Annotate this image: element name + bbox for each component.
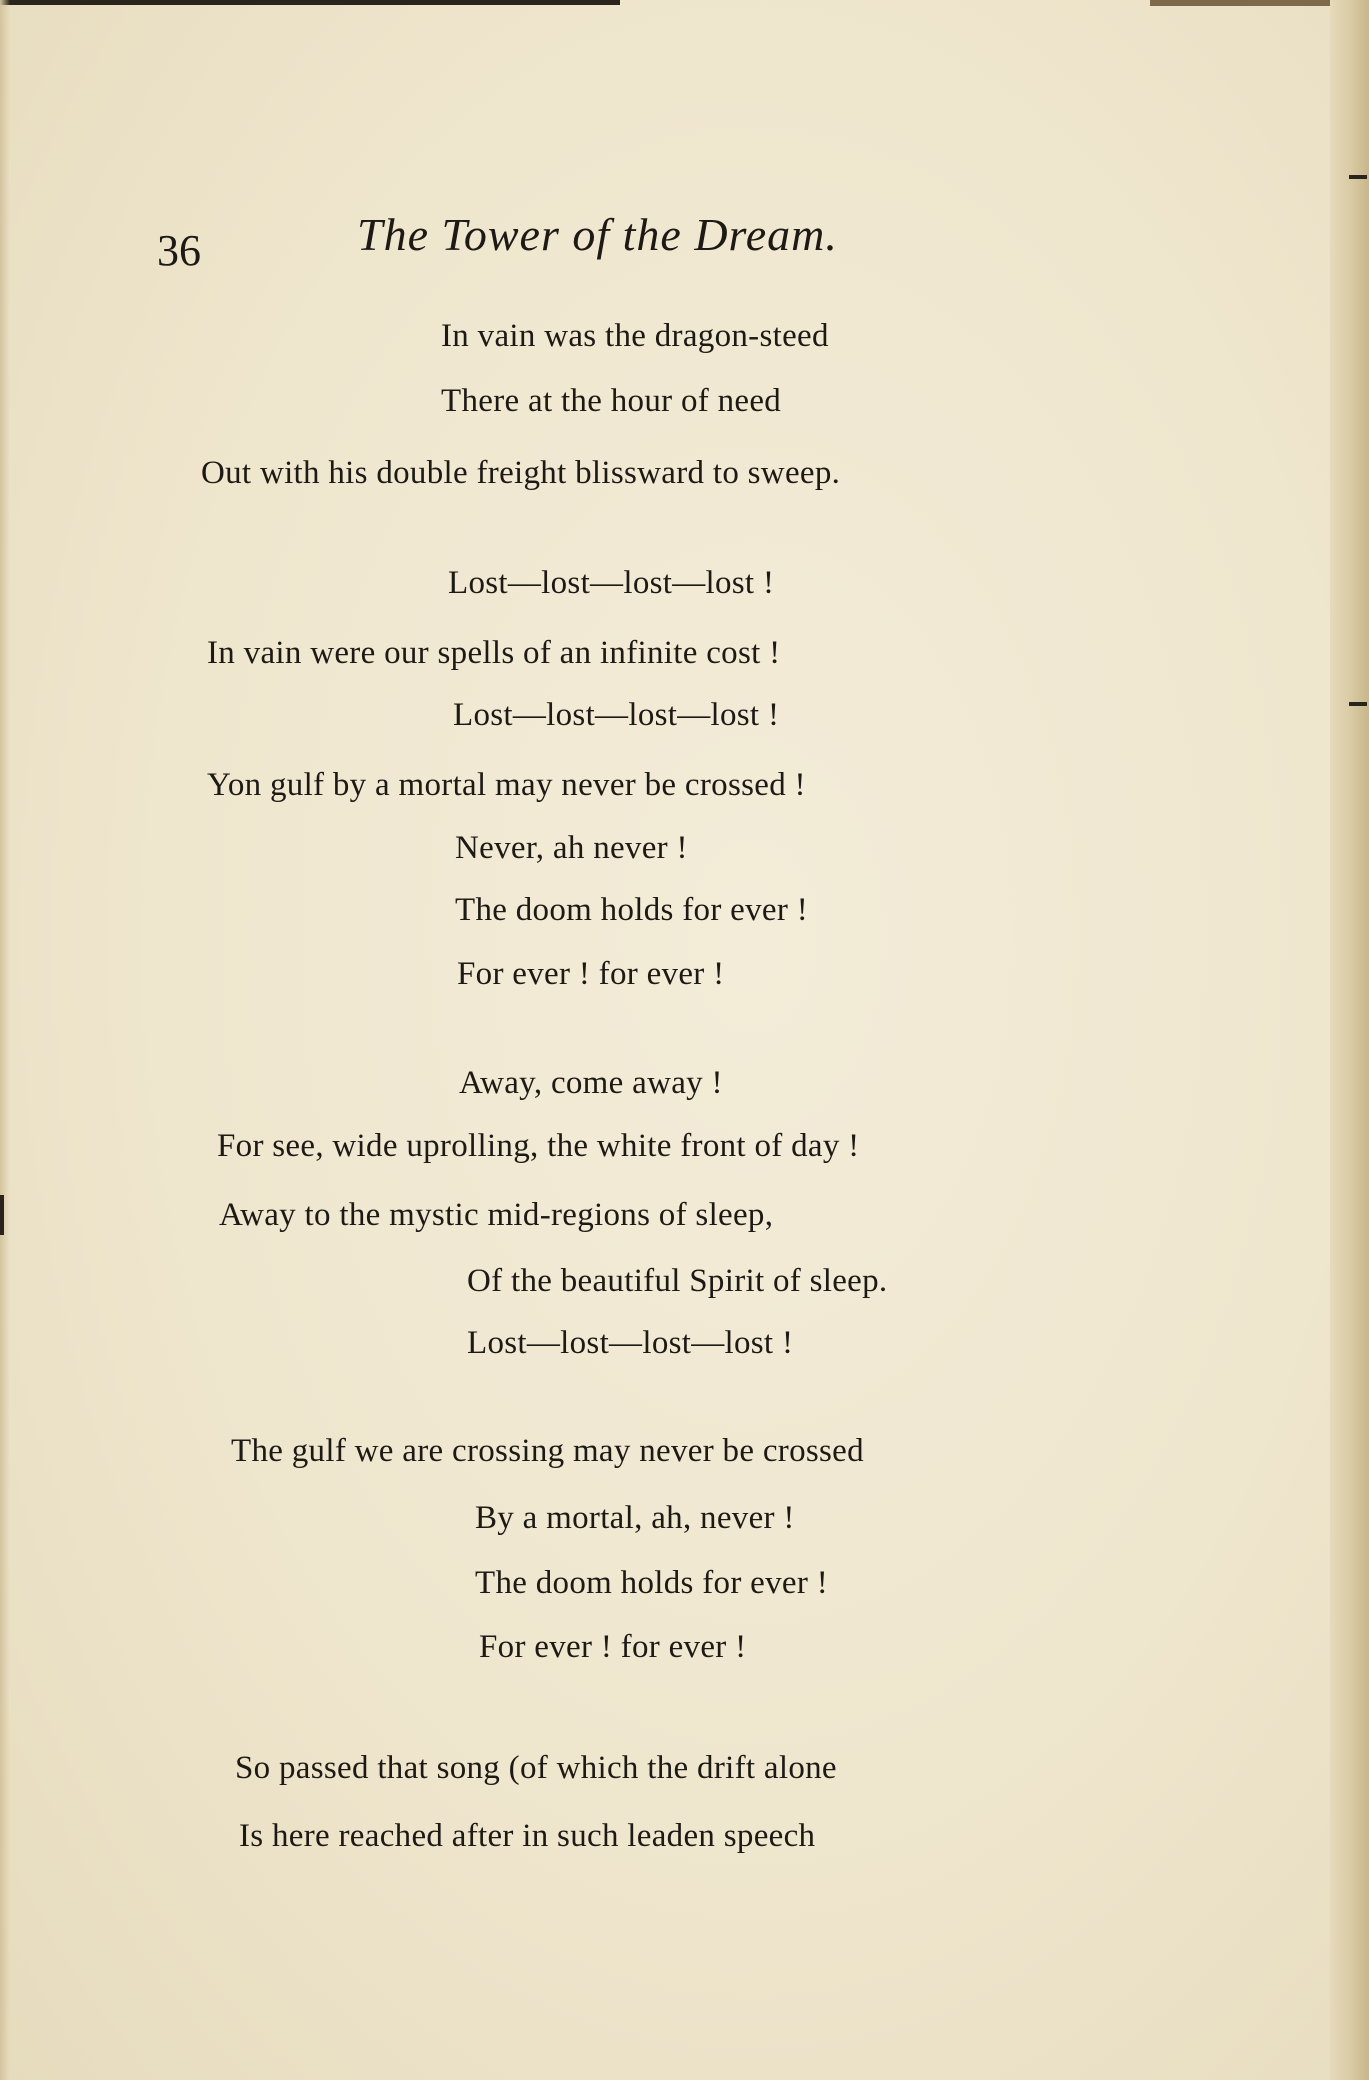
poem-line: Of the beautiful Spirit of sleep. [467, 1263, 888, 1299]
binding-mark [0, 1195, 4, 1235]
poem-line: Away, come away ! [459, 1065, 723, 1101]
page-right-edge [1330, 0, 1369, 2080]
poem-line: By a mortal, ah, never ! [475, 1500, 795, 1536]
poem-line: Never, ah never ! [455, 830, 688, 866]
poem-line: The doom holds for ever ! [475, 1565, 828, 1601]
page-top-edge [0, 0, 620, 5]
poem-line: The doom holds for ever ! [455, 892, 808, 928]
poem-line: In vain was the dragon-steed [441, 318, 829, 354]
poem-line: Lost—lost—lost—lost ! [453, 697, 780, 733]
poem-line: There at the hour of need [441, 383, 782, 419]
page-number: 36 [157, 226, 201, 275]
poem-line: So passed that song (of which the drift alone [235, 1750, 837, 1786]
poem-line: Out with his double freight blissward to sweep. [201, 455, 841, 491]
poem-line: For ever ! for ever ! [479, 1629, 747, 1665]
poem-line: In vain were our spells of an infinite cost ! [207, 635, 781, 671]
poem-line: Lost—lost—lost—lost ! [448, 565, 775, 601]
poem-line: Is here reached after in such leaden speech [239, 1818, 816, 1854]
poem-line: Lost—lost—lost—lost ! [467, 1325, 794, 1361]
poem-line: Away to the mystic mid-regions of sleep, [219, 1197, 774, 1233]
poem-line: For ever ! for ever ! [457, 956, 725, 992]
running-title: The Tower of the Dream. [357, 209, 838, 260]
poem-line: The gulf we are crossing may never be crossed [231, 1433, 864, 1469]
edge-tick [1349, 702, 1367, 706]
page-left-shadow [0, 0, 10, 2080]
poem-line: Yon gulf by a mortal may never be crossed ! [207, 767, 806, 803]
poem-line: For see, wide uprolling, the white front of day ! [217, 1128, 860, 1164]
edge-tick [1349, 175, 1367, 179]
